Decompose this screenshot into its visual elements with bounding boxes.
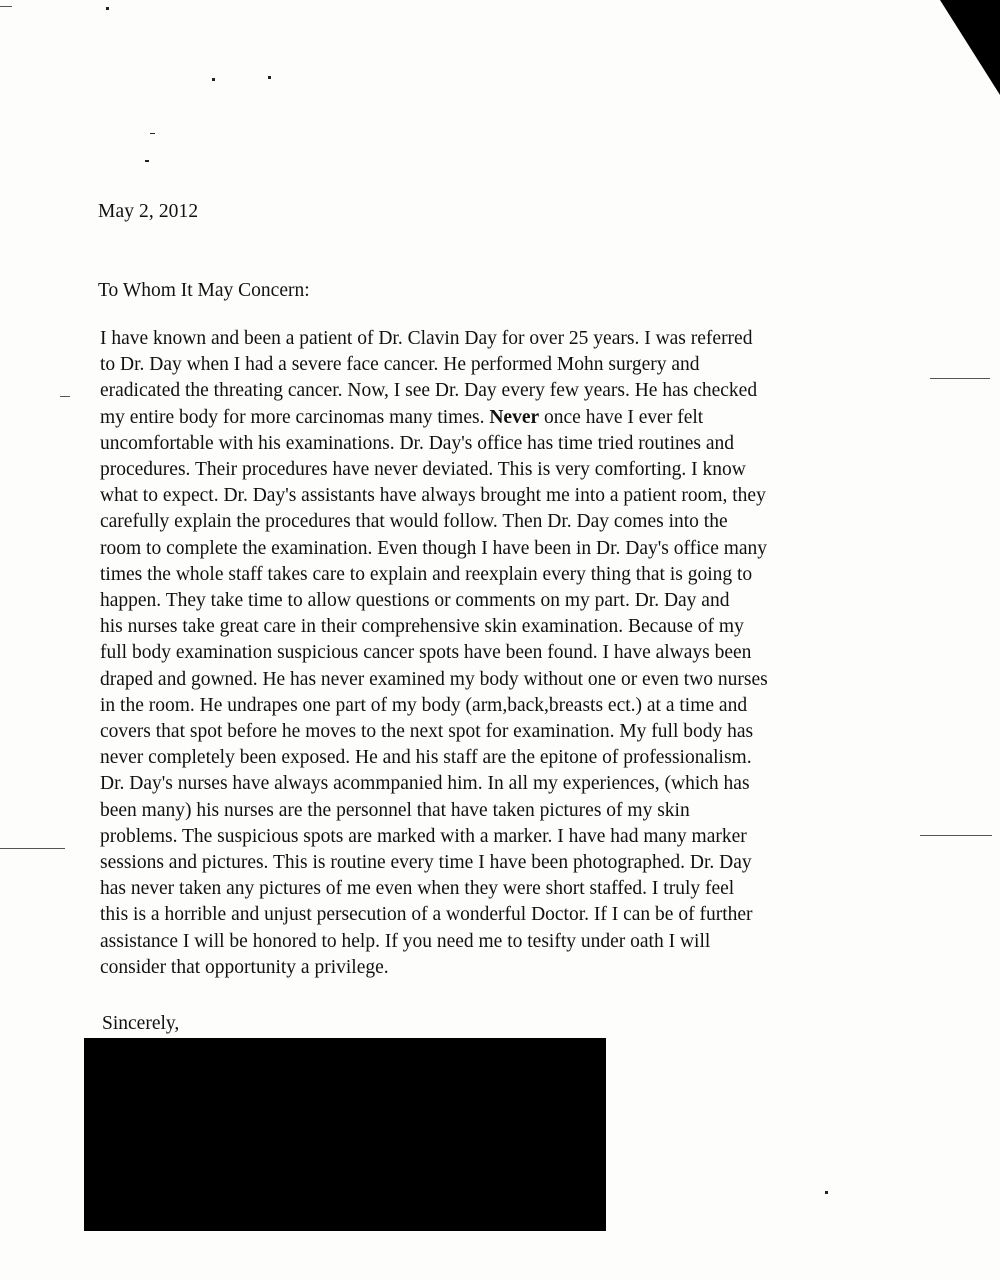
- body-line-with-emphasis: [100, 405, 900, 431]
- scan-speck: [145, 160, 149, 162]
- scan-dash: [930, 378, 990, 379]
- scan-speck: [150, 133, 155, 134]
- scan-speck: [825, 1191, 828, 1194]
- body-line: carefully explain the procedures that would follow. Then Dr. Day comes into the: [100, 511, 728, 533]
- letter-body: [100, 326, 900, 981]
- emphasis-word: Never: [489, 406, 540, 428]
- body-line: assistance I will be honored to help. If you need me to tesifty under oath I will: [100, 930, 711, 952]
- scan-dash: [920, 835, 992, 836]
- body-line: to Dr. Day when I had a severe face cancer. He performed Mohn surgery and: [100, 354, 700, 376]
- body-line: covers that spot before he moves to the next spot for examination. My full body has: [100, 721, 754, 743]
- body-line: draped and gowned. He has never examined my body without one or even two nurses: [100, 668, 768, 690]
- body-line: consider that opportunity a privilege.: [100, 956, 389, 978]
- scan-corner-mark: [940, 0, 1000, 95]
- body-line: Dr. Day's nurses have always acommpanied him. In all my experiences, (which has: [100, 773, 750, 795]
- body-line: problems. The suspicious spots are marked with a marker. I have had many marker: [100, 825, 747, 847]
- redacted-signature-block: [84, 1038, 606, 1231]
- scan-dash: [60, 396, 70, 397]
- body-line: what to expect. Dr. Day's assistants have always brought me into a patient room, they: [100, 485, 766, 507]
- scan-speck: [212, 78, 215, 81]
- body-line: I have known and been a patient of Dr. Clavin Day for over 25 years. I was referred: [100, 328, 753, 349]
- body-line: been many) his nurses are the personnel that have taken pictures of my skin: [100, 799, 690, 821]
- letter-salutation: To Whom It May Concern:: [98, 280, 310, 301]
- body-line: never completely been exposed. He and his staff are the epitone of professionalism.: [100, 747, 752, 769]
- body-line: procedures. Their procedures have never deviated. This is very comforting. I know: [100, 459, 746, 481]
- scan-speck: [106, 7, 109, 10]
- body-line: has never taken any pictures of me even when they were short staffed. I truly feel: [100, 878, 735, 900]
- body-line: eradicated the threating cancer. Now, I see Dr. Day every few years. He has checked: [100, 380, 758, 402]
- body-line: in the room. He undrapes one part of my body (arm,back,breasts ect.) at a time and: [100, 694, 748, 716]
- body-line: sessions and pictures. This is routine every time I have been photographed. Dr. Day: [100, 852, 752, 874]
- body-line: room to complete the examination. Even though I have been in Dr. Day's office many: [100, 537, 768, 559]
- scan-speck: [268, 76, 271, 79]
- scan-dash: [0, 848, 65, 849]
- body-line: uncomfortable with his examinations. Dr. Day's office has time tried routines and: [100, 432, 735, 454]
- body-line: his nurses take great care in their comprehensive skin examination. Because of my: [100, 616, 744, 638]
- body-line: happen. They take time to allow questions or comments on my part. Dr. Day and: [100, 590, 730, 612]
- body-line-part: once have I ever felt: [539, 406, 704, 428]
- scan-dash: [0, 6, 12, 7]
- letter-date: May 2, 2012: [98, 201, 199, 222]
- body-line: times the whole staff takes care to explain and reexplain every thing that is going to: [100, 563, 753, 585]
- body-line-part: my entire body for more carcinomas many times.: [100, 406, 490, 428]
- body-line: this is a horrible and unjust persecution of a wonderful Doctor. If I can be of further: [100, 904, 753, 926]
- letter-closing: Sincerely,: [102, 1013, 180, 1034]
- body-line: full body examination suspicious cancer spots have been found. I have always been: [100, 642, 752, 664]
